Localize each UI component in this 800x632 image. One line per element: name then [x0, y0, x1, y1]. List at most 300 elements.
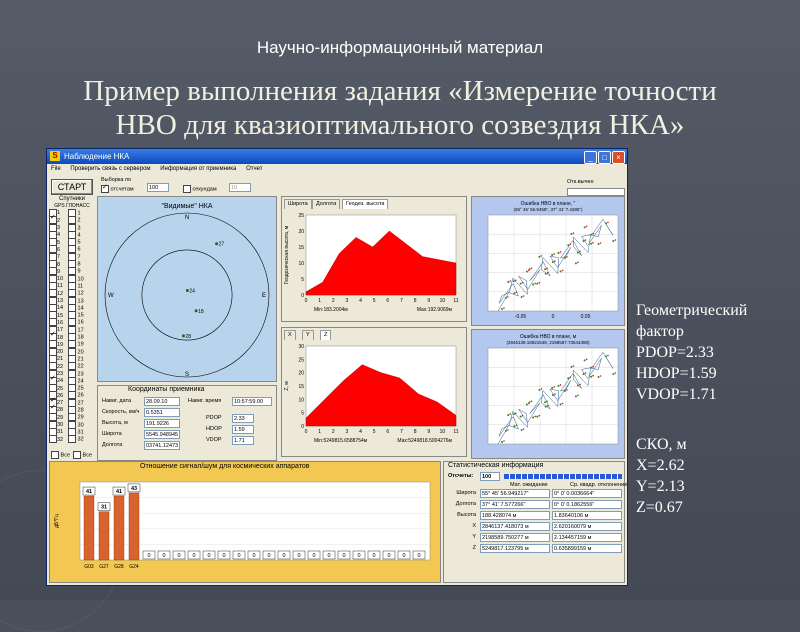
app-window — [46, 148, 628, 586]
error-point — [567, 244, 569, 246]
vdop-label: VDOP — [206, 437, 222, 443]
sat-glo-num: 17 — [76, 327, 84, 334]
minimize-button[interactable]: _ — [584, 151, 597, 164]
sat-header-sub: GPS ГЛОНАСС — [54, 203, 90, 209]
lat-label: Широта — [102, 431, 122, 437]
opt-sec-radio[interactable] — [183, 185, 191, 193]
error-point — [531, 267, 533, 269]
menu-check-connection[interactable]: Проверить связь с сервером — [70, 166, 151, 172]
snr-panel — [49, 461, 441, 583]
sat-glo-num: 9 — [76, 268, 81, 275]
menu-bar — [47, 164, 627, 174]
sat-glo-num: 2 — [76, 217, 81, 224]
error-point — [534, 283, 536, 285]
error-point — [564, 390, 566, 392]
sat-row — [49, 209, 95, 216]
error-point — [577, 384, 579, 386]
sat-gps-num: 10 — [57, 276, 64, 283]
stat-row-sd: 0° 0' 0.1862556" — [552, 500, 622, 509]
snr-zero: 0 — [387, 553, 391, 559]
error-point — [586, 359, 588, 361]
error-point — [605, 355, 607, 357]
chart-max: Max:5249818.5004276м — [397, 438, 452, 444]
x-tick-label: 2 — [331, 298, 335, 304]
sko-block — [636, 434, 687, 518]
y-tick-label: 15 — [298, 384, 304, 390]
z-chart — [282, 340, 466, 456]
pdop-text: PDOP=2.33 — [636, 344, 714, 361]
tab-height[interactable]: Геодез. высота — [342, 199, 388, 209]
slide-title-line2: НВО для квазиоптимального созвездия НКА» — [115, 109, 685, 141]
sat-row — [49, 370, 95, 377]
error-point — [570, 366, 572, 368]
y-tick-label: 10 — [298, 261, 304, 267]
error-point — [554, 393, 556, 395]
error-point — [615, 239, 617, 241]
lon-label: Долгота — [102, 442, 123, 448]
sat-glo-num: 28 — [76, 407, 84, 414]
menu-receiver-info[interactable]: Информация от приемника — [160, 166, 237, 172]
error-point — [515, 412, 517, 414]
error-point — [592, 242, 594, 244]
sat-gps-num: 20 — [57, 349, 64, 356]
sat-gps-num: 28 — [57, 407, 64, 414]
app-logo-icon: S — [50, 151, 60, 161]
count-value: 100 — [480, 472, 500, 481]
y-tick-label: 5 — [301, 277, 304, 283]
sat-gps-num: 26 — [57, 392, 64, 399]
error-point — [541, 388, 543, 390]
error-point — [528, 403, 530, 405]
error-point — [585, 239, 587, 241]
error-point — [585, 372, 587, 374]
tab-z[interactable]: Z — [320, 330, 331, 340]
sat-gps-num: 32 — [57, 436, 64, 443]
x-tick-label: 6 — [386, 298, 390, 304]
all-glo-label: Все — [82, 452, 93, 459]
sat-row — [49, 333, 95, 340]
error-title: Ошибка НВО в плане, м — [519, 334, 577, 340]
snr-zero: 0 — [267, 553, 271, 559]
window-titlebar[interactable] — [47, 149, 627, 164]
snr-zero: 0 — [342, 553, 346, 559]
sat-row — [49, 355, 95, 362]
speed-label: Скорость, км/ч — [102, 409, 140, 415]
error-point — [579, 384, 581, 386]
error-point — [600, 375, 602, 377]
error-point — [569, 376, 571, 378]
stats-panel — [443, 461, 628, 583]
tab-y[interactable]: Y — [302, 330, 314, 340]
error-point — [575, 395, 577, 397]
error-point — [590, 243, 592, 245]
close-button[interactable]: × — [612, 151, 625, 164]
error-point — [586, 226, 588, 228]
counter-label: Отк.вычен — [567, 179, 594, 185]
sat-row — [49, 304, 95, 311]
snr-zero: 0 — [417, 553, 421, 559]
stat-row-label: Широта — [456, 490, 476, 496]
snr-value: 41 — [85, 489, 93, 496]
error-point — [551, 387, 553, 389]
error-point — [577, 262, 579, 264]
snr-zero: 0 — [327, 553, 331, 559]
error-point — [521, 429, 523, 431]
sat-row — [49, 275, 95, 282]
error-bottom-panel — [471, 329, 625, 459]
error-point — [558, 385, 560, 387]
sat-glo-num: 16 — [76, 319, 84, 326]
error-point — [566, 256, 568, 258]
y-tick-label: 0 — [301, 293, 304, 299]
error-point — [547, 272, 549, 274]
error-point — [560, 251, 562, 253]
sko-title: СКО, м — [636, 436, 687, 453]
x-tick-label: 10 — [439, 298, 446, 304]
snr-zero: 0 — [237, 553, 241, 559]
sat-row — [49, 421, 95, 428]
error-point — [503, 440, 505, 442]
error-subtitle: (2846139.16821548, 2198587.73544388) — [506, 340, 590, 345]
x-tick-label: 8 — [413, 298, 417, 304]
sat-glo-num: 5 — [76, 239, 81, 246]
sat-gps-check[interactable] — [49, 435, 57, 443]
snr-zero: 0 — [312, 553, 316, 559]
error-point — [523, 295, 525, 297]
snr-zero: 0 — [252, 553, 256, 559]
stat-row-label: Высота — [457, 512, 476, 518]
x-tick-label: 0.05 — [580, 314, 591, 320]
error-point — [592, 366, 594, 368]
y-tick-label: 5 — [301, 410, 304, 417]
snr-zero: 0 — [177, 553, 181, 559]
error-point — [532, 416, 534, 418]
error-point — [546, 400, 548, 402]
x-tick-label: 0 — [304, 298, 308, 304]
sat-gps-num: 17 — [57, 327, 64, 334]
height-label: Высота, м — [102, 420, 128, 426]
sat-row — [49, 267, 95, 274]
error-point — [554, 260, 556, 262]
stat-row-mean: 5249817.123795 м — [480, 544, 550, 553]
stat-row-sd: 0° 0' 0.0036664" — [552, 489, 622, 498]
sat-row — [49, 311, 95, 318]
slide-title — [20, 74, 780, 142]
stat-row-label: Y — [472, 534, 476, 540]
stat-row-sd: 2.620160079 м — [552, 522, 622, 531]
sat-gps-num: 25 — [57, 385, 64, 392]
stat-row-mean: 37° 41' 7.577266" — [480, 500, 550, 509]
error-point — [507, 429, 509, 431]
error-point — [598, 243, 600, 245]
sd-header: Ср. квадр. отклонение — [570, 482, 628, 488]
error-point — [539, 282, 541, 284]
vdop-value: 1.71 — [232, 436, 254, 445]
sat-gps-num: 30 — [57, 422, 64, 429]
sat-glo-num: 29 — [76, 414, 84, 421]
sko-z: Z=0.67 — [636, 499, 683, 516]
error-point — [539, 415, 541, 417]
stat-row-label: Долгота — [455, 501, 476, 507]
count-input[interactable]: 100 — [147, 183, 169, 192]
mean-header: Мат. ожидание — [510, 482, 548, 488]
sat-row — [49, 384, 95, 391]
sat-gps-num: 21 — [57, 356, 64, 363]
sat-row — [49, 297, 95, 304]
x-tick-label: 11 — [453, 298, 459, 304]
error-top-plot — [472, 197, 624, 325]
sat-marker-label: 28 — [185, 333, 191, 340]
error-point — [513, 292, 515, 294]
z-chart-panel — [281, 327, 467, 457]
stat-row-mean: 2846137.418073 м — [480, 522, 550, 531]
error-point — [505, 297, 507, 299]
maximize-button[interactable]: □ — [598, 151, 611, 164]
snr-bar-name: G03 — [84, 564, 94, 570]
error-point — [515, 279, 517, 281]
sky-north: N — [184, 215, 190, 221]
tab-lat[interactable]: Широта — [284, 199, 312, 209]
sat-row — [49, 406, 95, 413]
error-point — [615, 372, 617, 374]
x-tick-label: 1 — [318, 298, 322, 304]
sat-glo-num: 32 — [76, 436, 84, 443]
snr-bar-name: G28 — [114, 564, 124, 570]
error-point — [607, 222, 609, 224]
opt-sec[interactable] — [183, 185, 217, 193]
snr-bar — [99, 512, 109, 560]
menu-file[interactable]: File — [51, 166, 61, 172]
sat-glo-num: 23 — [76, 370, 84, 377]
snr-zero: 0 — [207, 553, 211, 559]
tab-x[interactable]: X — [284, 330, 296, 340]
opt-count[interactable] — [101, 185, 134, 193]
geom-line1: Геометрический — [636, 302, 748, 319]
sko-x: X=2.62 — [636, 457, 685, 474]
error-point — [528, 270, 530, 272]
y-tick-label: 0 — [301, 424, 304, 430]
sat-gps-num: 27 — [57, 400, 64, 407]
counter-progress — [567, 188, 625, 196]
snr-zero: 0 — [282, 553, 286, 559]
x-tick-label: 9 — [427, 298, 431, 304]
sat-gps-num: 9 — [57, 268, 61, 275]
start-button[interactable]: СТАРТ — [51, 179, 93, 195]
error-point — [577, 251, 579, 253]
error-point — [590, 367, 592, 369]
error-point — [513, 280, 515, 282]
sat-gps-num: 11 — [57, 283, 63, 290]
geom-line2: фактор — [636, 323, 684, 340]
x-tick-label: 7 — [400, 429, 403, 435]
sat-row — [49, 326, 95, 333]
error-point — [532, 283, 534, 285]
sat-glo-num: 31 — [76, 429, 84, 436]
sat-row — [49, 391, 95, 398]
error-point — [541, 255, 543, 257]
error-point — [513, 413, 515, 415]
stat-row-label: X — [472, 523, 476, 529]
stat-row-sd: 1.83640106 м — [552, 511, 622, 520]
sky-inner-ring — [142, 250, 232, 340]
sat-gps-num: 12 — [57, 290, 64, 297]
sky-outer-ring — [105, 213, 269, 377]
all-gps-check[interactable] — [51, 451, 59, 459]
error-point — [573, 365, 575, 367]
sat-glo-check[interactable] — [68, 435, 76, 443]
sat-gps-num: 23 — [57, 370, 64, 377]
menu-report[interactable]: Отчет — [246, 166, 263, 172]
error-point — [564, 257, 566, 259]
sat-glo-num: 14 — [76, 305, 84, 312]
error-point — [584, 359, 586, 361]
hdop-label: HDOP — [206, 426, 222, 432]
select-all-glo[interactable] — [73, 451, 92, 459]
opt-count-radio[interactable] — [101, 185, 109, 193]
sat-gps-num: 6 — [57, 246, 61, 253]
error-point — [526, 271, 528, 273]
x-tick-label: 10 — [439, 429, 446, 435]
snr-value: 31 — [100, 504, 108, 511]
error-point — [560, 384, 562, 386]
error-point — [552, 394, 554, 396]
sat-row — [49, 318, 95, 325]
stat-row-sd: 2.134457159 м — [552, 533, 622, 542]
sample-label: Выборка по — [101, 177, 132, 183]
tab-lon[interactable]: Долгота — [312, 199, 340, 209]
sat-gps-num: 5 — [57, 239, 61, 246]
stats-progress — [504, 474, 622, 479]
sat-gps-num: 15 — [57, 312, 64, 319]
sat-glo-num: 19 — [76, 341, 84, 348]
sat-glo-num: 15 — [76, 312, 84, 319]
error-point — [600, 242, 602, 244]
slide-subtitle: Научно-информационный материал — [256, 38, 544, 57]
error-point — [513, 425, 515, 427]
sat-glo-num: 11 — [76, 283, 84, 290]
sky-title: "Видимые" НКА — [161, 203, 213, 210]
sky-south: S — [184, 372, 190, 378]
chart-min: Min:183.2004м — [314, 307, 348, 313]
error-point — [612, 240, 614, 242]
speed-value: 0.5351 — [144, 408, 180, 417]
sat-row — [49, 399, 95, 406]
error-point — [575, 262, 577, 264]
error-point — [520, 416, 522, 418]
vdop-text: VDOP=1.71 — [636, 386, 717, 403]
sat-glo-num: 12 — [76, 290, 84, 297]
error-point — [579, 251, 581, 253]
sat-glo-num: 21 — [76, 356, 84, 363]
x-tick-label: 9 — [427, 429, 431, 435]
all-glo-check[interactable] — [73, 451, 81, 459]
height-chart — [282, 209, 466, 321]
error-point — [558, 252, 560, 254]
snr-title: Отношение сигнал/шум для космических аппаратов — [140, 463, 310, 470]
x-tick-label: 4 — [359, 298, 362, 304]
sat-marker-label: 27 — [218, 241, 225, 248]
error-point — [516, 424, 518, 426]
error-point — [598, 376, 600, 378]
x-tick-label: 5 — [372, 298, 376, 304]
error-point — [547, 405, 549, 407]
y-tick-label: 10 — [298, 397, 304, 404]
sat-glo-num: 13 — [76, 298, 84, 305]
error-point — [520, 283, 522, 285]
x-tick-label: 6 — [386, 429, 390, 435]
sky-view-plot — [98, 197, 276, 381]
opt-count-label: отсчетам — [110, 186, 134, 193]
error-point — [573, 232, 575, 234]
sat-gps-num: 31 — [57, 429, 64, 436]
error-point — [545, 406, 547, 408]
x-tick-label: 7 — [400, 298, 403, 304]
sat-gps-num: 18 — [57, 334, 64, 341]
pdop-label: PDOP — [206, 415, 222, 421]
count-label: Отсчеты: — [448, 473, 474, 479]
error-point — [552, 261, 554, 263]
error-point — [534, 416, 536, 418]
snr-y-label: дБ*Гц — [54, 514, 60, 528]
sat-row — [49, 435, 95, 442]
error-point — [538, 389, 540, 391]
select-all-gps[interactable] — [51, 451, 70, 459]
sat-row — [49, 231, 95, 238]
error-point — [501, 308, 503, 310]
error-point — [592, 233, 594, 235]
x-tick-label: 2 — [331, 429, 335, 435]
sat-marker-label: 18 — [198, 308, 204, 315]
x-tick-label: 1 — [318, 429, 322, 435]
chart-max: Max:192.9069м — [416, 307, 452, 313]
snr-zero: 0 — [402, 553, 406, 559]
sat-gps-num: 16 — [57, 319, 64, 326]
sec-input[interactable]: 10 — [229, 183, 251, 192]
error-point — [507, 414, 509, 416]
sat-row — [49, 377, 95, 384]
opt-sec-label: секундам — [192, 186, 217, 193]
error-point — [538, 256, 540, 258]
x-tick-label: 0 — [551, 314, 555, 320]
sat-gps-num: 8 — [57, 261, 61, 268]
sat-gps-num: 1 — [57, 210, 61, 217]
error-point — [536, 416, 538, 418]
sat-row — [49, 253, 95, 260]
sat-gps-num: 7 — [57, 254, 61, 261]
sat-glo-num: 3 — [76, 225, 81, 232]
sat-glo-num: 6 — [76, 246, 81, 253]
snr-value: 43 — [130, 485, 138, 492]
geom-factor-block — [636, 300, 747, 405]
sat-glo-num: 20 — [76, 349, 84, 356]
x-tick-label: -0.05 — [514, 314, 527, 320]
y-tick-label: 20 — [298, 229, 304, 235]
lon-value: 03741.12473 — [146, 443, 179, 449]
error-point — [526, 404, 528, 406]
x-tick-label: 4 — [359, 429, 362, 435]
sat-glo-num: 22 — [76, 363, 84, 370]
snr-bar — [129, 493, 139, 560]
error-top-panel — [471, 196, 625, 326]
error-point — [551, 254, 553, 256]
error-point — [553, 253, 555, 255]
snr-zero: 0 — [372, 553, 376, 559]
satellite-list — [49, 196, 95, 458]
window-title: Наблюдение НКА — [64, 152, 130, 161]
y-tick-label: 30 — [298, 344, 304, 350]
error-point — [522, 415, 524, 417]
sat-glo-num: 18 — [76, 334, 84, 341]
